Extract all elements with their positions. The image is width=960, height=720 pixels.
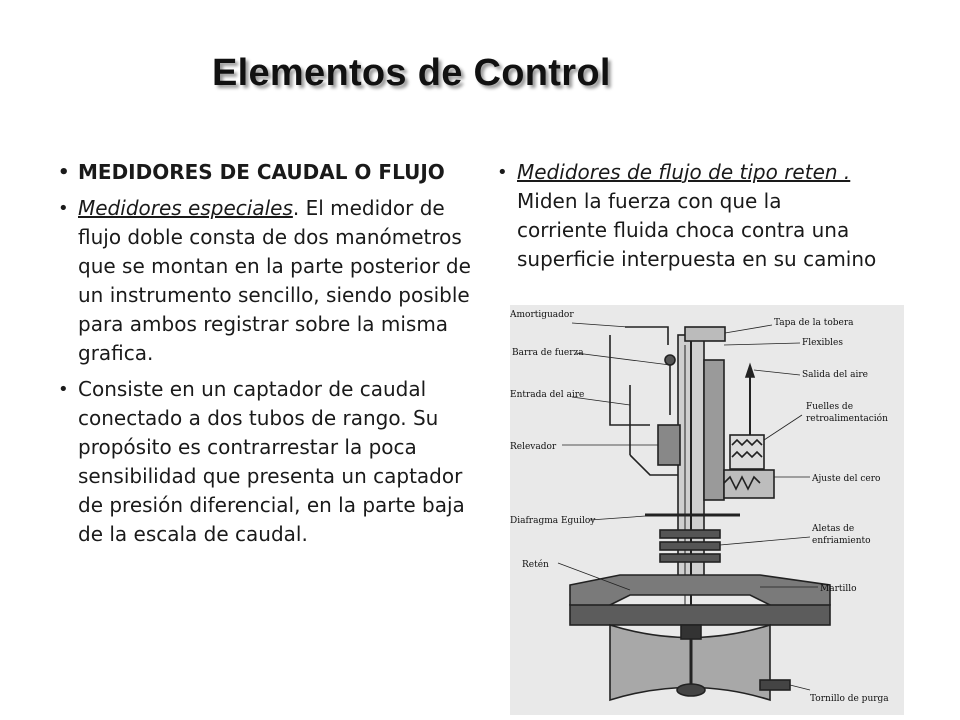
label-amortiguador: Amortiguador	[510, 310, 574, 320]
diagram-drawing	[510, 305, 904, 715]
bullet-retention-meters	[497, 158, 877, 274]
special-meters-text: . El medidor de flujo doble consta de dos manómetros que se montan en la parte posterior de un instrumento sencillo, siendo posible para ambos registrar sobre la misma grafica.	[78, 196, 471, 365]
flow-sensor-text: Consiste en un captador de caudal conectado a dos tubos de rango. Su propósito es contrarrestar la poca sensibilidad que presenta un captador de presión diferencial, en la parte baja de la escala de caudal.	[78, 377, 465, 546]
label-salida-aire: Salida del aire	[802, 370, 868, 380]
heading-text: MEDIDORES DE CAUDAL O FLUJO	[78, 160, 445, 184]
label-tapa-tobera: Tapa de la tobera	[774, 318, 854, 328]
label-barra-fuerza: Barra de fuerza	[512, 348, 584, 358]
bullet-special-meters	[58, 194, 478, 368]
label-aletas-1: Aletas de	[812, 524, 855, 534]
label-tornillo: Tornillo de purga	[810, 694, 889, 704]
label-martillo: Martillo	[820, 584, 857, 594]
special-meters-emphasis: Medidores especiales	[78, 196, 293, 220]
label-fuelles-2: retroalimentación	[806, 414, 888, 424]
right-text-column	[497, 158, 877, 281]
bullet-flow-sensor	[58, 375, 478, 549]
label-reten: Retén	[522, 560, 549, 570]
label-ajuste-cero: Ajuste del cero	[812, 474, 881, 484]
label-entrada-aire: Entrada del aire	[510, 390, 585, 400]
retention-text: Miden la fuerza con que la corriente fluida choca contra una superficie interpuesta en su camino	[517, 189, 877, 271]
label-fuelles-1: Fuelles de	[806, 402, 854, 412]
label-aletas-2: enfriamiento	[812, 536, 871, 546]
left-text-column	[58, 158, 478, 556]
label-relevador: Relevador	[510, 442, 557, 452]
label-flexibles: Flexibles	[802, 338, 843, 348]
slide-title: Elementos de Control	[212, 52, 611, 94]
bullet-heading	[58, 158, 478, 187]
retention-emphasis: Medidores de flujo de tipo reten .	[517, 160, 851, 184]
label-diafragma: Diafragma Eguiloy	[510, 516, 596, 526]
flow-meter-diagram	[510, 305, 904, 715]
